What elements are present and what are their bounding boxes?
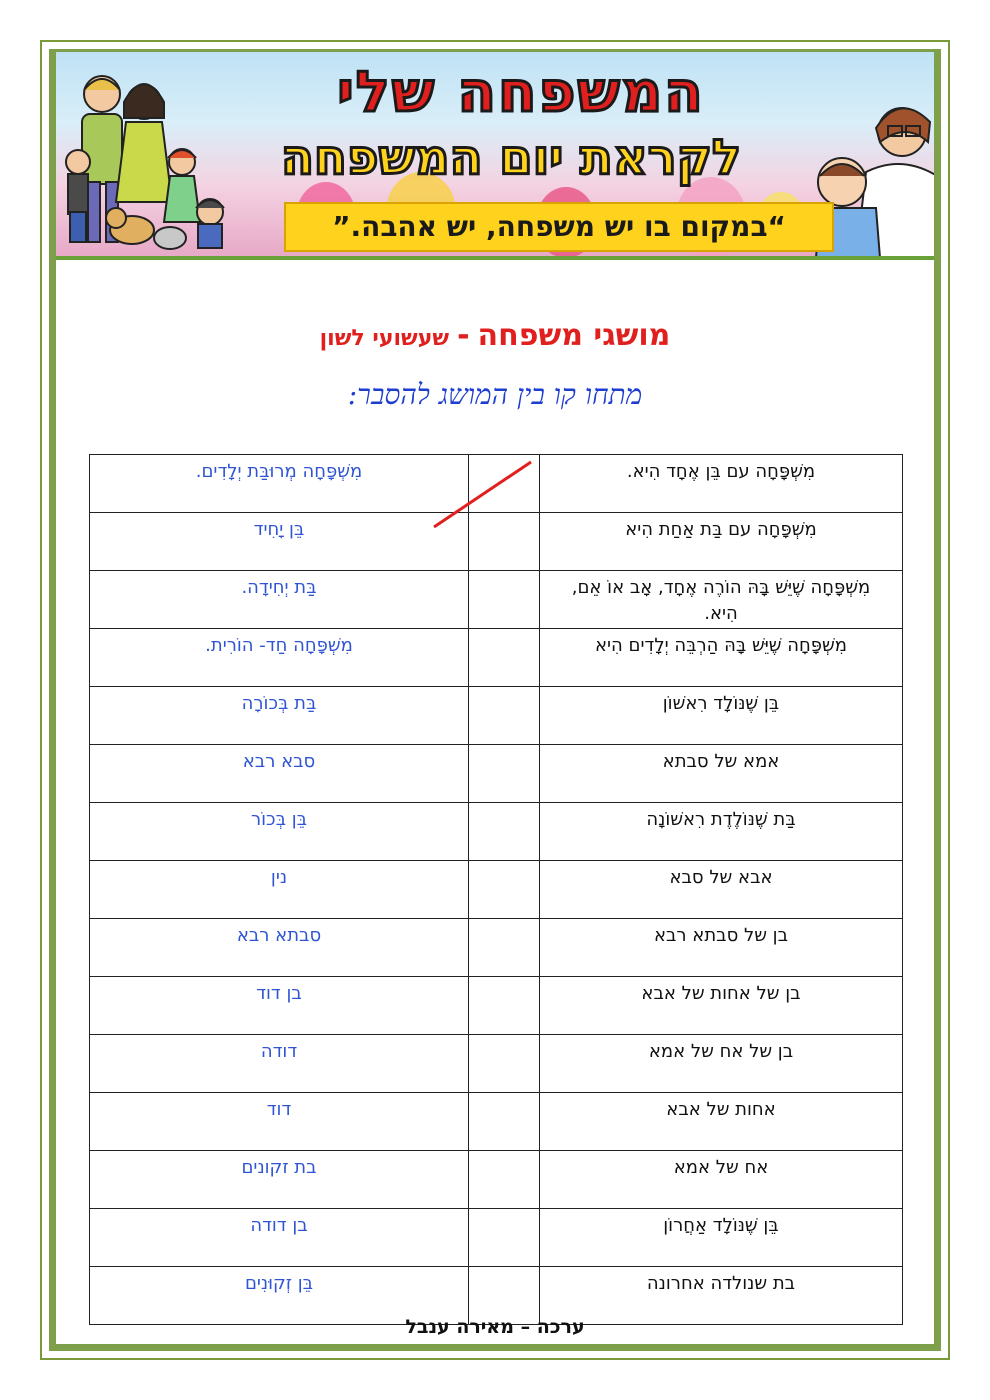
heading-side: שעשועי לשון <box>319 326 450 351</box>
explanation-text: בן של אחות של אבא <box>641 983 801 1004</box>
term-text: בֵּן בְּכוֹר <box>250 809 308 830</box>
explanation-text: אמא של סבתא <box>662 751 780 772</box>
connect-area-cell[interactable] <box>469 803 540 861</box>
table-row <box>90 629 903 687</box>
explanation-cell <box>540 977 903 1035</box>
connect-area-cell[interactable] <box>469 745 540 803</box>
explanation-text: בַּת שֶׁנּוֹלֶדֶת רִאשׁוֹנָה <box>646 809 796 830</box>
explanation-text: בת שנולדה אחרונה <box>646 1273 796 1294</box>
matching-table <box>89 454 903 1325</box>
term-cell <box>90 687 469 745</box>
term-text: בן דוד <box>256 983 302 1004</box>
explanation-text: אחות של אבא <box>666 1099 776 1120</box>
connect-area-cell[interactable] <box>469 1093 540 1151</box>
term-text: מִשְׁפָּחָה מְרוּבַּת יְלָדִים. <box>195 461 363 482</box>
page-heading <box>0 318 990 353</box>
explanation-text: מִשְׁפָּחָה שֶׁיֵּשׁ בָּהּ הַרְבֵּה יְלָדִים הִיא <box>595 635 847 656</box>
explanation-cell <box>540 455 903 513</box>
connect-area-cell[interactable] <box>469 513 540 571</box>
table-row <box>90 1035 903 1093</box>
connect-area-cell[interactable] <box>469 571 540 629</box>
connect-area-cell[interactable] <box>469 977 540 1035</box>
explanation-text: אבא של סבא <box>669 867 773 888</box>
table-row <box>90 977 903 1035</box>
banner-title: המשפחה שלי <box>337 60 705 125</box>
term-text: בַּת בְּכוֹרָה <box>241 693 317 714</box>
term-text: דוד <box>266 1099 292 1120</box>
term-text: בֵּן יָחִיד <box>253 519 305 540</box>
explanation-cell <box>540 1035 903 1093</box>
table-row <box>90 745 903 803</box>
term-text: בן דודה <box>250 1215 308 1236</box>
explanation-cell <box>540 687 903 745</box>
explanation-cell <box>540 745 903 803</box>
term-text: בַּת יְחִידָה. <box>241 577 317 598</box>
explanation-cell <box>540 571 903 629</box>
connect-area-cell[interactable] <box>469 919 540 977</box>
table-row <box>90 861 903 919</box>
term-cell <box>90 455 469 513</box>
explanation-text: מִשְׁפָּחָה שֶׁיֵּשׁ בָּהּ הוֹרֶה אֶחָד, אָב אוֹ אֵם, הִיא. <box>571 577 871 624</box>
instruction-text: מתחו קו בין המושג להסבר: <box>347 378 643 411</box>
connect-area-cell[interactable] <box>469 1151 540 1209</box>
term-cell <box>90 571 469 629</box>
term-cell <box>90 745 469 803</box>
term-cell <box>90 861 469 919</box>
term-text: בת זקונים <box>241 1157 317 1178</box>
term-cell <box>90 513 469 571</box>
explanation-cell <box>540 513 903 571</box>
explanation-cell <box>540 1151 903 1209</box>
heading-main: מושגי משפחה <box>477 318 671 353</box>
footer-credit: ערכה – מאירה ענבל <box>405 1316 585 1338</box>
connect-area-cell[interactable] <box>469 455 540 513</box>
explanation-cell <box>540 803 903 861</box>
table-row <box>90 803 903 861</box>
table-row <box>90 513 903 571</box>
table-row <box>90 919 903 977</box>
table-row <box>90 455 903 513</box>
heading-separator: - <box>457 318 470 353</box>
term-cell <box>90 977 469 1035</box>
connect-area-cell[interactable] <box>469 1209 540 1267</box>
table-row <box>90 1093 903 1151</box>
explanation-text: אח של אמא <box>673 1157 769 1178</box>
term-cell <box>90 1035 469 1093</box>
term-text: בֵּן זְקוּנִים <box>244 1273 314 1294</box>
explanation-text: בן של סבתא רבא <box>653 925 788 946</box>
connect-area-cell[interactable] <box>469 1035 540 1093</box>
term-text: סבתא רבא <box>236 925 322 946</box>
term-text: סבא רבא <box>242 751 316 772</box>
term-cell <box>90 803 469 861</box>
table-row <box>90 571 903 629</box>
term-cell <box>90 1209 469 1267</box>
explanation-text: בן של אח של אמא <box>648 1041 794 1062</box>
explanation-cell <box>540 629 903 687</box>
banner-quote: “במקום בו יש משפחה, יש אהבה.” <box>284 202 834 252</box>
explanation-text: בֵּן שֶׁנּוֹלָד רִאשׁוֹן <box>662 693 780 714</box>
explanation-text: מִשְׁפָּחָה עם בַּת אַחַת הִיא <box>625 519 817 540</box>
connect-area-cell[interactable] <box>469 687 540 745</box>
term-cell <box>90 629 469 687</box>
explanation-cell <box>540 861 903 919</box>
term-text: מִשְׁפָּחָה חַד- הוֹרִית. <box>205 635 353 656</box>
explanation-text: מִשְׁפָּחָה עם בֵּן אֶחָד הִיא. <box>626 461 816 482</box>
table-row <box>90 687 903 745</box>
table-row <box>90 1151 903 1209</box>
term-cell <box>90 1151 469 1209</box>
table-row <box>90 1209 903 1267</box>
explanation-cell <box>540 1093 903 1151</box>
term-text: דודה <box>260 1041 298 1062</box>
connect-area-cell[interactable] <box>469 629 540 687</box>
term-cell <box>90 919 469 977</box>
term-text: נין <box>270 867 288 888</box>
banner-subtitle: לקראת יום המשפחה <box>280 130 742 186</box>
connect-area-cell[interactable] <box>469 861 540 919</box>
explanation-text: בֵּן שֶׁנּוֹלָד אַחֲרוֹן <box>663 1215 779 1236</box>
header-banner <box>56 52 934 260</box>
explanation-cell <box>540 1209 903 1267</box>
term-cell <box>90 1093 469 1151</box>
explanation-cell <box>540 919 903 977</box>
